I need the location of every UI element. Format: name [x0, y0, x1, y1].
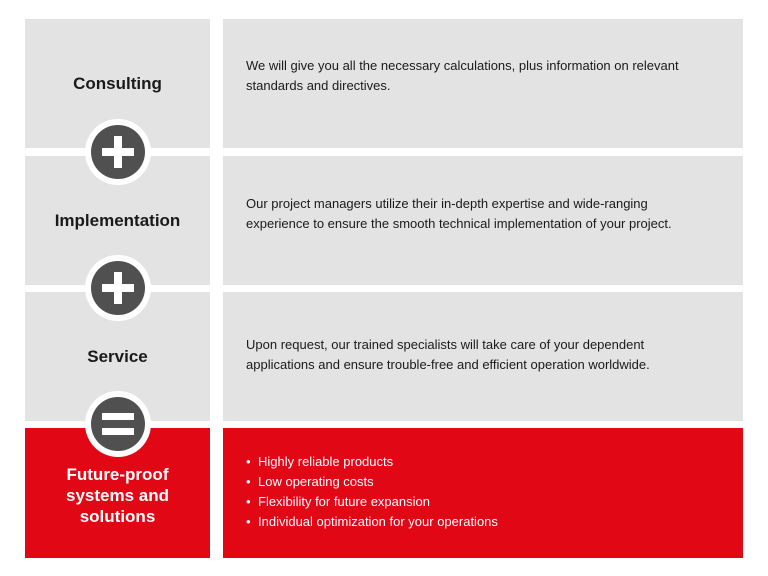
- equals-operator: [85, 391, 151, 457]
- implementation-label: Implementation: [54, 211, 181, 230]
- plus-icon: [91, 125, 145, 179]
- implementation-description: Our project managers utilize their in-depth expertise and wide-ranging experience to ensure the smooth technical implementation of your project.: [246, 195, 672, 231]
- benefits-list: [246, 452, 498, 532]
- service-description-box: [223, 292, 743, 421]
- benefit-item: • Highly reliable products: [246, 454, 394, 469]
- benefit-item: • Individual optimization for your operations: [246, 514, 498, 529]
- plus-operator-2: [85, 255, 151, 321]
- plus-icon: [91, 261, 145, 315]
- service-description: Upon request, our trained specialists will take care of your dependent applications and ensure trouble-free and efficient operation worldwide.: [246, 336, 650, 372]
- result-benefits-box: [223, 428, 743, 558]
- service-label: Service: [87, 347, 148, 366]
- consulting-label: Consulting: [73, 74, 162, 93]
- implementation-description-box: [223, 156, 743, 285]
- benefit-item: • Low operating costs: [246, 474, 374, 489]
- benefit-text: Low operating costs: [258, 474, 374, 489]
- result-label: Future-proof systems and solutions: [66, 464, 169, 526]
- plus-operator-1: [85, 119, 151, 185]
- consulting-description: We will give you all the necessary calculations, plus information on relevant standards and directives.: [246, 57, 679, 93]
- benefit-text: Flexibility for future expansion: [258, 494, 430, 509]
- equals-icon: [91, 397, 145, 451]
- benefit-text: Individual optimization for your operations: [258, 514, 498, 529]
- consulting-description-box: [223, 19, 743, 148]
- benefit-text: Highly reliable products: [258, 454, 394, 469]
- benefit-item: • Flexibility for future expansion: [246, 494, 430, 509]
